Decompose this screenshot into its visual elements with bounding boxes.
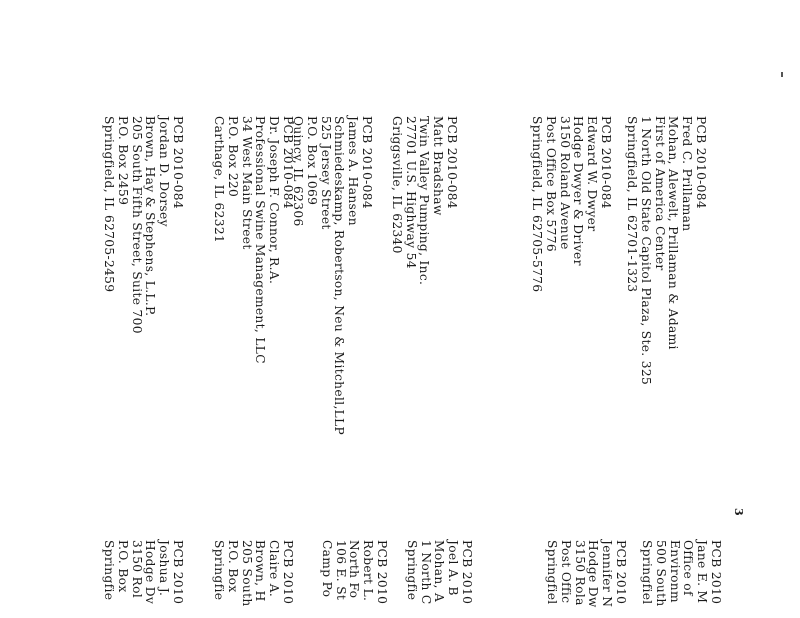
case-number: PCB 2010 (375, 540, 389, 605)
address-line: First of America Center (652, 116, 667, 271)
city-line: Springfiel (640, 540, 655, 605)
case-number: PCB 2010-084 (445, 116, 459, 209)
city-line: Camp Po (319, 540, 334, 598)
recipient-name: Joshua J. (157, 540, 172, 597)
address-block-11 (211, 540, 294, 607)
organization: Twin Valley Pumping, Inc. (417, 116, 432, 286)
address-line: P.O. Box 2459 (115, 116, 130, 206)
address-line: P.O. Box (115, 540, 130, 593)
city-line: Carthage, IL 62321 (212, 116, 227, 244)
recipient-name: Fred C. Prillaman (680, 116, 695, 232)
city-line: Springfie (404, 540, 419, 601)
address-block-2 (529, 116, 612, 292)
case-number: PCB 2010 (709, 540, 723, 605)
case-number: PCB 2010 (614, 540, 628, 605)
recipient-name: Jordan D. Dorsey (157, 116, 172, 227)
address-block-8 (544, 540, 627, 608)
address-line: Environm (667, 540, 682, 603)
recipient-name: Dr. Joseph F. Connor, R.A. (267, 116, 282, 285)
organization: Hodge Dw (586, 540, 601, 608)
case-number: PCB 2010 (171, 540, 185, 605)
case-number: PCB 2010-084 (360, 116, 374, 209)
address-line: 3150 Roland Avenue (557, 116, 572, 250)
case-number: PCB 2010 (460, 540, 474, 605)
city-line: Springfield, IL 62705-2459 (102, 116, 117, 293)
organization: Mohan, Alewelt, Prillaman & Adami (666, 116, 681, 350)
address-line: 525 Jersey Street (318, 116, 333, 230)
address-line: 205 South Fifth Street, Suite 700 (129, 116, 144, 334)
organization: Professional Swine Management, LLC (253, 116, 268, 364)
address-line: P.O. Box 1069 (304, 116, 319, 206)
recipient-name: Robert L. (361, 540, 376, 602)
address-block-9 (404, 540, 473, 605)
address-line: 106 E. St (333, 540, 348, 601)
recipient-name: Jennifer N (600, 540, 615, 608)
city-line: Springfield, IL 62705-5776 (530, 116, 545, 293)
recipient-name: Matt Bradshaw (431, 116, 446, 216)
address-block-10 (319, 540, 388, 604)
organization: North Fo (347, 540, 362, 599)
address-line: Post Office Box 5776 (543, 116, 558, 252)
address-line: 34 West Main Street (239, 116, 254, 250)
organization: Mohan, A (432, 540, 447, 603)
recipient-name: Claire A. (267, 540, 282, 598)
organization: Brown, H (253, 540, 268, 602)
address-line: 205 South (239, 540, 254, 607)
address-block-4 (290, 116, 373, 435)
address-block-5 (211, 116, 294, 364)
address-line: 3150 Rol (129, 540, 144, 599)
page-number: 3 (732, 508, 745, 516)
organization: Office of (681, 540, 696, 596)
city-line: Springfield, IL 62701-1323 (625, 116, 640, 293)
recipient-name: Edward W. Dwyer (585, 116, 600, 232)
case-number: PCB 2010-084 (171, 116, 185, 209)
recipient-name: Joel A. B (446, 540, 461, 596)
address-line: P.O. Box (225, 540, 240, 593)
address-line: 3150 Rola (572, 540, 587, 606)
scan-mark (781, 72, 783, 77)
address-block-3 (389, 116, 458, 285)
recipient-name: James A. Hansen (346, 116, 361, 226)
address-block-6 (101, 116, 184, 334)
city-line: Griggsville, IL 62340 (389, 116, 404, 254)
city-line: Quincy, IL 62306 (291, 116, 306, 227)
recipient-name: Jane E. M (695, 540, 710, 604)
address-block-7 (639, 540, 722, 607)
city-line: Springfiel (545, 540, 560, 605)
organization: Brown, Hay & Stephens, L.L.P. (143, 116, 158, 317)
address-line: 1 North C (418, 540, 433, 605)
address-line: 27701 U.S. Highway 54 (403, 116, 418, 269)
address-line: 1 North Old State Capitol Plaza, Ste. 325 (638, 116, 653, 386)
city-line: Springfie (102, 540, 117, 601)
city-line: Springfie (212, 540, 227, 601)
address-line: Post Offic (558, 540, 573, 604)
organization: Hodge Dwyer & Driver (571, 116, 586, 266)
organization: Schmiedeskamp, Robertson, Neu & Mitchell,LLP (332, 116, 347, 436)
organization: Hodge Dv (143, 540, 158, 605)
address-line: P.O. Box 220 (225, 116, 240, 198)
address-block-12 (101, 540, 184, 604)
case-number: PCB 2010-084 (281, 116, 295, 209)
case-number: PCB 2010-084 (694, 116, 708, 209)
case-number: PCB 2010 (281, 540, 295, 605)
address-block-1 (624, 116, 707, 385)
address-line: 500 South (653, 540, 668, 607)
case-number: PCB 2010-084 (599, 116, 613, 209)
